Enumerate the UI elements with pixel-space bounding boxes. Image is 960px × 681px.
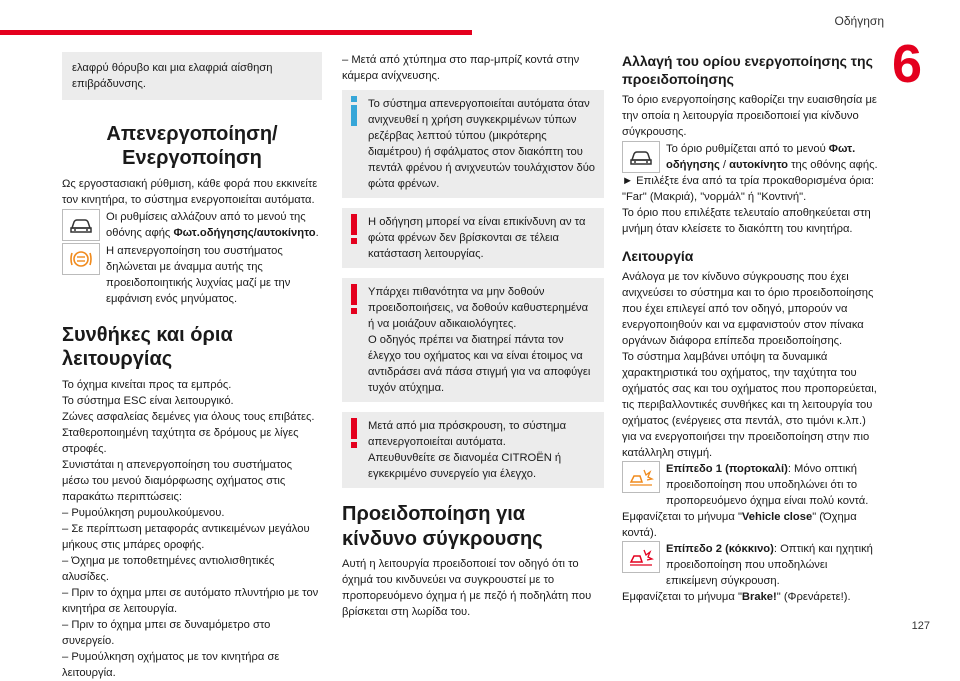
- warning-note-text: Υπάρχει πιθανότητα να μην δοθούν προειδοποιήσεις, να δοθούν καθυστερημένα ή να μοιάζουν αδικαιολόγητες.: [368, 286, 589, 330]
- warning-note-text: Ο οδηγός πρέπει να διατηρεί πάντα τον έλεγχο του οχήματος και να είναι έτοιμος να αντιδράσει ανά πάσα στιγμή για να αποφύγει τυχόν ατύχημα.: [368, 334, 591, 394]
- condition-line: Σταθεροποιημένη ταχύτητα σε δρόμους με λίγες στροφές.: [62, 427, 299, 455]
- condition-line: Συνιστάται η απενεργοποίηση του συστήματος μέσω του μενού διαμόρφωσης οχήματος στις παρακάτω περιπτώσεις:: [62, 459, 292, 503]
- collision-warning-text: Αυτή η λειτουργία προειδοποιεί τον οδηγό ότι το όχημά του κινδυνεύει να συγκρουστεί με το προπορευόμενο όχημα ή με πεζό ή ποδηλάτη που βρίσκεται στη λωρίδα του.: [342, 558, 592, 618]
- car-settings-icon: [62, 209, 100, 241]
- column-2: [342, 52, 604, 620]
- condition-bullet: – Μετά από χτύπημα στο παρ-μπρίζ κοντά στην κάμερα ανίχνευσης.: [342, 54, 580, 82]
- settings-row-text: Οι ρυθμίσεις αλλάζουν από το μενού της οθόνης αφής Φωτ.οδήγησης/αυτοκίνητο.: [106, 211, 319, 239]
- collision-warning-lamp-icon: [62, 243, 100, 275]
- condition-bullet: – Ρυμούλκηση οχήματος με τον κινητήρα σε λειτουργία.: [62, 651, 280, 679]
- condition-line: Το όχημα κινείται προς τα εμπρός.: [62, 379, 232, 391]
- condition-bullet: – Πριν το όχημα μπει σε αυτόματο πλυντήριο με τον κινητήρα σε λειτουργία.: [62, 587, 319, 615]
- level2-collision-icon: [622, 541, 660, 573]
- warning-note-text: Μετά από μια πρόσκρουση, το σύστημα απενεργοποιείται αυτόματα.: [368, 420, 567, 448]
- intro-box: [62, 52, 322, 100]
- conditions-list: [62, 377, 322, 681]
- warning-note-2: [342, 278, 604, 402]
- page-number: 127: [911, 620, 930, 632]
- intro-text: ελαφρύ θόρυβο και μια ελαφριά αίσθηση επιβράδυνσης.: [72, 62, 273, 90]
- threshold-step: ► Επιλέξτε ένα από τα τρία προκαθορισμένα όρια: "Far" (Μακριά), "νορμάλ" ή "Κοντινή".: [622, 175, 874, 203]
- warning-note-text: Η οδήγηση μπορεί να είναι επικίνδυνη αν τα φώτα φρένων δεν βρίσκονται σε τέλεια κατάσταση λειτουργίας.: [368, 216, 586, 260]
- level2-row: [622, 541, 880, 589]
- condition-line: Το σύστημα ESC είναι λειτουργικό.: [62, 395, 234, 407]
- level1-row: [622, 461, 880, 509]
- level1-collision-icon: [622, 461, 660, 493]
- operation-text: Ανάλογα με τον κίνδυνο σύγκρουσης που έχει ανιχνεύσει το σύστημα και το όριο προειδοποίησης που έχει επιλεγεί από τον οδηγό, μπορούν να ενεργοποιηθούν και να εμφανιστούν στον πίνακα οργάνων διάφορα επίπεδα προειδοποίησης.: [622, 271, 874, 347]
- condition-bullet: – Ρυμούλκηση ρυμουλκούμενου.: [62, 507, 225, 519]
- level1-text: Επίπεδο 1 (πορτοκαλί): Μόνο οπτική προειδοποίηση που υποδηλώνει ότι το προπορευόμενο όχημα είναι πολύ κοντά.: [666, 463, 869, 507]
- warning-note-1: [342, 208, 604, 268]
- header-red-bar: [0, 30, 472, 35]
- page-header-title: Οδήγηση: [834, 14, 884, 28]
- settings-row: [62, 209, 322, 241]
- threshold-text: Το όριο ενεργοποίησης καθορίζει την ευαισθησία με την οποία η λειτουργία προειδοποιεί για κίνδυνο σύγκρουσης.: [622, 94, 877, 138]
- heading-operation: Λειτουργία: [622, 248, 694, 264]
- warning-icon: [351, 418, 357, 448]
- warning-lamp-text: Η απενεργοποίηση του συστήματος δηλώνεται με άναμμα αυτής της προειδοποιητικής λυχνίας μαζί με την εμφάνιση ενός μηνύματος.: [106, 245, 291, 305]
- warning-lamp-row: [62, 243, 322, 307]
- heading-deactivation: Απενεργοποίηση/ Ενεργοποίηση: [106, 123, 278, 169]
- threshold-saved-text: Το όριο που επιλέξατε τελευταίο αποθηκεύεται στη μνήμη όταν κλείσετε το διακόπτη του κινητήρα.: [622, 207, 871, 235]
- warning-icon: [351, 214, 357, 244]
- condition-bullet: – Σε περίπτωση μεταφοράς αντικειμένων μεγάλου μήκους στις μπάρες οροφής.: [62, 523, 310, 551]
- heading-collision-warning: Προειδοποίηση για κίνδυνο σύγκρουσης: [342, 503, 543, 550]
- threshold-menu-text: Το όριο ρυθμίζεται από το μενού Φωτ. οδήγησης / αυτοκίνητο της οθόνης αφής.: [666, 143, 878, 171]
- level1-message: Εμφανίζεται το μήνυμα "Vehicle close" (Όχημα κοντά).: [622, 511, 857, 539]
- condition-bullet: – Όχημα με τοποθετημένες αντιολισθητικές αλυσίδες.: [62, 555, 275, 583]
- warning-note-text: Απευθυνθείτε σε διανομέα CITROËN ή εγκεκριμένο συνεργείο για έλεγχο.: [368, 452, 562, 480]
- level2-text: Επίπεδο 2 (κόκκινο): Οπτική και ηχητική προειδοποίηση που υποδηλώνει επικείμενη σύγκρουση.: [666, 543, 873, 587]
- info-note-text: Το σύστημα απενεργοποιείται αυτόματα όταν ανιχνευθεί η χρήση συγκεκριμένων τύπων ρεζέρβας λεπτού τύπου (μικρότερης διαμέτρου) ή σφάλματος στον διακόπτη του πεντάλ φρένου ή ανιχνευτών τουλάχιστον δύο φώτα φρένων.: [368, 98, 596, 190]
- heading-threshold: Αλλαγή του ορίου ενεργοποίησης της προειδοποίησης: [622, 53, 873, 87]
- condition-line: Ζώνες ασφαλείας δεμένες για όλους τους επιβάτες.: [62, 411, 315, 423]
- warning-icon: [351, 284, 357, 314]
- chapter-number: 6: [891, 34, 922, 94]
- threshold-menu-row: [622, 141, 880, 173]
- condition-bullet: – Πριν το όχημα μπει σε δυναμόμετρο στο συνεργείο.: [62, 619, 271, 647]
- column-3: [622, 52, 880, 605]
- operation-text-2: Το σύστημα λαμβάνει υπόψη τα δυναμικά χαρακτηριστικά του οχήματος, την ταχύτητα του οχήματός σας και του οχήματος που προπορεύεται, τις περιβαλλοντικές συνθήκες και τη λειτουργία του οχήματος (ενέργειες στα πεντάλ, στο τιμόνι κ.λπ.) για να ενεργοποιήσει την προειδοποίηση στην πιο κατάλληλη στιγμή.: [622, 351, 877, 459]
- heading-conditions: Συνθήκες και όρια λειτουργίας: [62, 324, 233, 370]
- info-note: [342, 90, 604, 198]
- warning-note-3: [342, 412, 604, 488]
- paragraph-default: Ως εργοστασιακή ρύθμιση, κάθε φορά που εκκινείτε τον κινητήρα, το σύστημα ενεργοποιείται αυτόματα.: [62, 178, 318, 206]
- column-1: [62, 52, 322, 681]
- info-icon: [351, 96, 357, 126]
- level2-message: Εμφανίζεται το μήνυμα "Brake!" (Φρενάρετε!).: [622, 591, 851, 603]
- car-settings-icon: [622, 141, 660, 173]
